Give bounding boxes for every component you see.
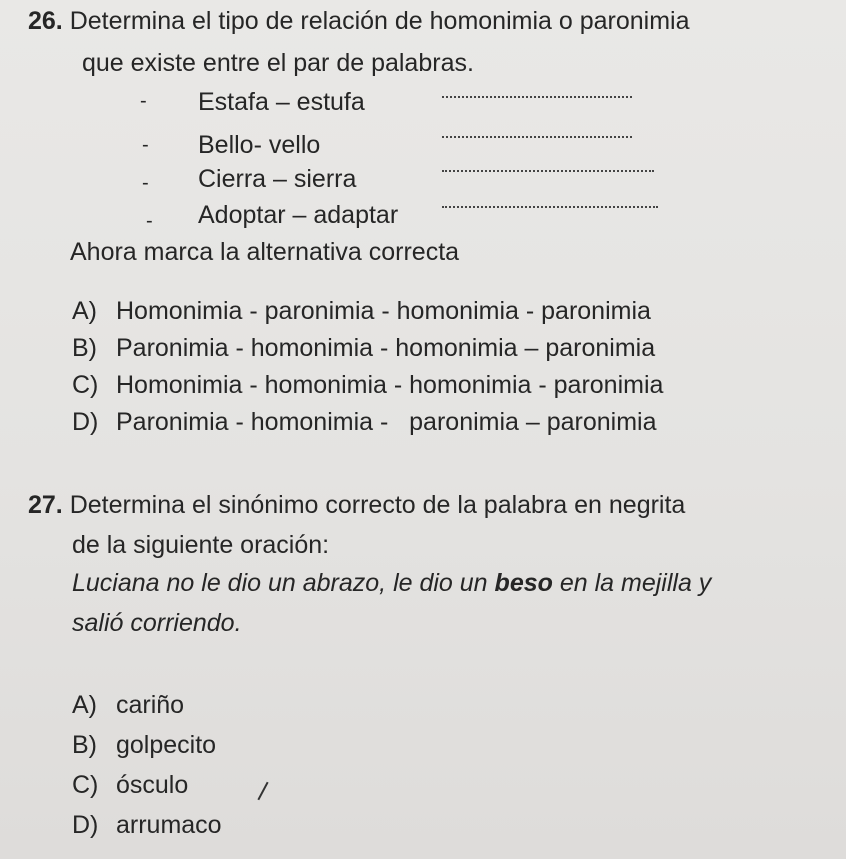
option-text: golpecito — [116, 731, 217, 759]
sentence-part1: Luciana no le dio un abrazo, le dio un — [72, 569, 495, 597]
q27-option-c[interactable] — [72, 770, 188, 800]
pair-4: Adoptar – adaptar — [198, 201, 399, 229]
q26-prompt-text: Determina el tipo de relación de homonimia o paronimia — [69, 7, 690, 35]
option-letter: B) — [72, 731, 97, 759]
pair-2-dash: - — [142, 134, 149, 156]
option-text: cariño — [116, 691, 185, 719]
pair-3: Cierra – sierra — [198, 165, 357, 193]
option-text: Paronimia - homonimia - homonimia – paronimia — [116, 334, 656, 362]
option-text: Homonimia - homonimia - homonimia - paronimia — [116, 371, 664, 399]
pair-3-dash: - — [142, 172, 149, 194]
q27-prompt-line1 — [28, 490, 685, 520]
q26-option-c[interactable] — [72, 370, 663, 400]
q27-sentence-line2: salió corriendo. — [72, 609, 242, 637]
q27-option-a[interactable] — [72, 690, 184, 720]
option-text: ósculo — [116, 771, 189, 799]
pair-2: Bello- vello — [198, 131, 321, 159]
q26-option-b[interactable] — [72, 333, 655, 363]
pencil-mark — [257, 782, 268, 801]
q26-prompt-line1 — [28, 6, 690, 36]
option-letter: C) — [72, 371, 99, 399]
pair-4-answer-blank[interactable] — [442, 206, 658, 208]
q26-instruction: Ahora marca la alternativa correcta — [70, 238, 460, 266]
pair-2-answer-blank[interactable] — [442, 136, 632, 138]
q27-sentence-line1 — [72, 568, 711, 598]
option-text: Paronimia - homonimia - paronimia – paronimia — [116, 408, 657, 436]
q26-prompt-line2: que existe entre el par de palabras. — [82, 49, 474, 77]
option-letter: D) — [72, 408, 99, 436]
pair-1-dash: - — [140, 90, 147, 112]
option-letter: C) — [72, 771, 99, 799]
q27-number: 27. — [28, 491, 63, 519]
option-text: Homonimia - paronimia - homonimia - paronimia — [116, 297, 651, 325]
q27-option-d[interactable] — [72, 810, 222, 840]
q27-prompt-line2: de la siguiente oración: — [72, 531, 330, 559]
pair-4-dash: - — [146, 210, 153, 232]
pair-3-answer-blank[interactable] — [442, 170, 654, 172]
q27-option-b[interactable] — [72, 730, 216, 760]
option-text: arrumaco — [116, 811, 222, 839]
q27-prompt-text: Determina el sinónimo correcto de la palabra en negrita — [69, 491, 686, 519]
q26-option-d[interactable] — [72, 407, 657, 437]
pair-1: Estafa – estufa — [198, 88, 365, 116]
q26-option-a[interactable] — [72, 296, 651, 326]
pair-1-answer-blank[interactable] — [442, 96, 632, 98]
bold-word: beso — [494, 569, 553, 597]
q26-number: 26. — [28, 7, 63, 35]
option-letter: A) — [72, 691, 97, 719]
option-letter: D) — [72, 811, 99, 839]
option-letter: A) — [72, 297, 97, 325]
sentence-part2: en la mejilla y — [552, 569, 712, 597]
option-letter: B) — [72, 334, 97, 362]
